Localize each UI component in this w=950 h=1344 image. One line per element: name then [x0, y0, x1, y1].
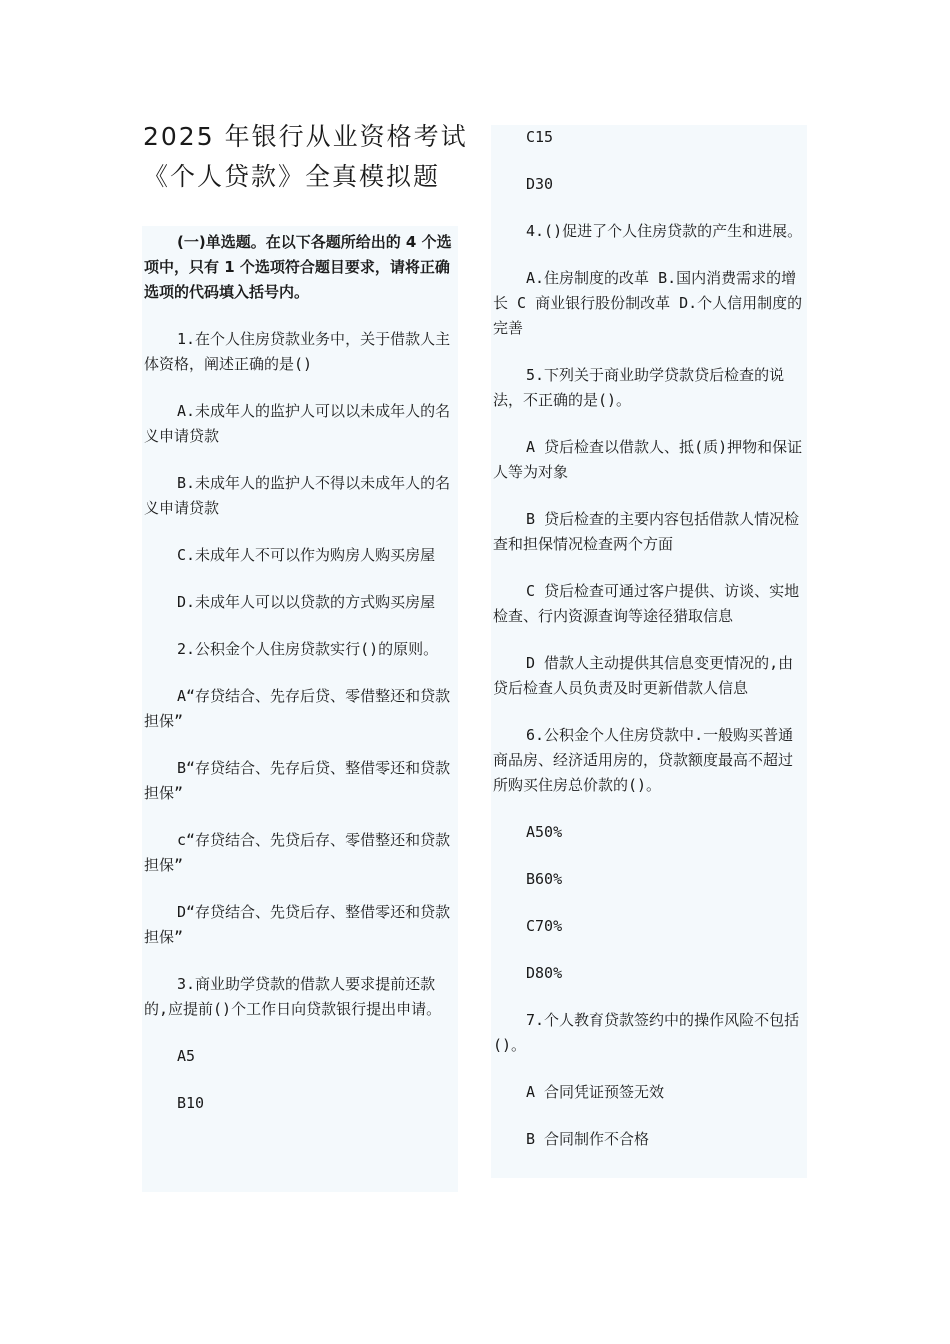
question-paragraph: 4.()促进了个人住房贷款的产生和进展。: [526, 222, 803, 240]
question-paragraph: A.住房制度的改革 B.国内消费需求的增长 C 商业银行股份制改革 D.个人信用制度的完善: [493, 269, 803, 337]
question-paragraph: C15: [526, 128, 554, 146]
question-paragraph: 3.商业助学贷款的借款人要求提前还款的,应提前()个工作日向贷款银行提出申请。: [144, 975, 442, 1018]
question-paragraph: B“存贷结合、先存后贷、整借零还和贷款担保”: [144, 759, 451, 802]
right-column: [491, 125, 807, 1178]
question-paragraph: A50%: [526, 823, 563, 841]
question-paragraph: C 贷后检查可通过客户提供、访谈、实地检查、行内资源查询等途径猎取信息: [493, 582, 800, 625]
question-paragraph: D80%: [526, 964, 563, 982]
question-paragraph: C.未成年人不可以作为购房人购买房屋: [177, 546, 436, 564]
question-paragraph: B 合同制作不合格: [526, 1130, 650, 1148]
question-paragraph: 7.个人教育贷款签约中的操作风险不包括()。: [493, 1011, 800, 1054]
question-paragraph: B 贷后检查的主要内容包括借款人情况检查和担保情况检查两个方面: [493, 510, 800, 553]
page-title: [143, 117, 473, 197]
title-line-1: 2025 年银行从业资格考试: [143, 122, 468, 151]
question-paragraph: A.未成年人的监护人可以以未成年人的名义申请贷款: [144, 402, 451, 445]
question-paragraph: B60%: [526, 870, 563, 888]
question-paragraph: D 借款人主动提供其信息变更情况的,由贷后检查人员负责及时更新借款人信息: [493, 654, 794, 697]
section-instruction: (一)单选题。在以下各题所给出的 4 个选项中，只有 1 个选项符合题目要求，请将正确选项的代码填入括号内。: [144, 233, 452, 301]
question-paragraph: B10: [177, 1094, 205, 1112]
question-paragraph: A“存贷结合、先存后贷、零借整还和贷款担保”: [144, 687, 451, 730]
title-line-2: 《个人贷款》全真模拟题: [143, 162, 441, 191]
question-paragraph: A 贷后检查以借款人、抵(质)押物和保证人等为对象: [493, 438, 803, 481]
question-paragraph: 5.下列关于商业助学贷款贷后检查的说法，不正确的是()。: [493, 366, 785, 409]
question-paragraph: D“存贷结合、先贷后存、整借零还和贷款担保”: [144, 903, 451, 946]
question-paragraph: A5: [177, 1047, 196, 1065]
question-paragraph: 2.公积金个人住房贷款实行()的原则。: [177, 640, 439, 658]
question-paragraph: 1.在个人住房贷款业务中，关于借款人主体资格，阐述正确的是(): [144, 330, 451, 373]
question-paragraph: C70%: [526, 917, 563, 935]
question-paragraph: D30: [526, 175, 554, 193]
question-paragraph: c“存贷结合、先贷后存、零借整还和贷款担保”: [144, 831, 451, 874]
left-column: [142, 226, 458, 1192]
question-paragraph: B.未成年人的监护人不得以未成年人的名义申请贷款: [144, 474, 451, 517]
question-paragraph: D.未成年人可以以贷款的方式购买房屋: [177, 593, 436, 611]
question-paragraph: 6.公积金个人住房贷款中.一般购买普通商品房、经济适用房的，贷款额度最高不超过所购买住房总价款的()。: [493, 726, 794, 794]
question-paragraph: A 合同凭证预签无效: [526, 1083, 665, 1101]
